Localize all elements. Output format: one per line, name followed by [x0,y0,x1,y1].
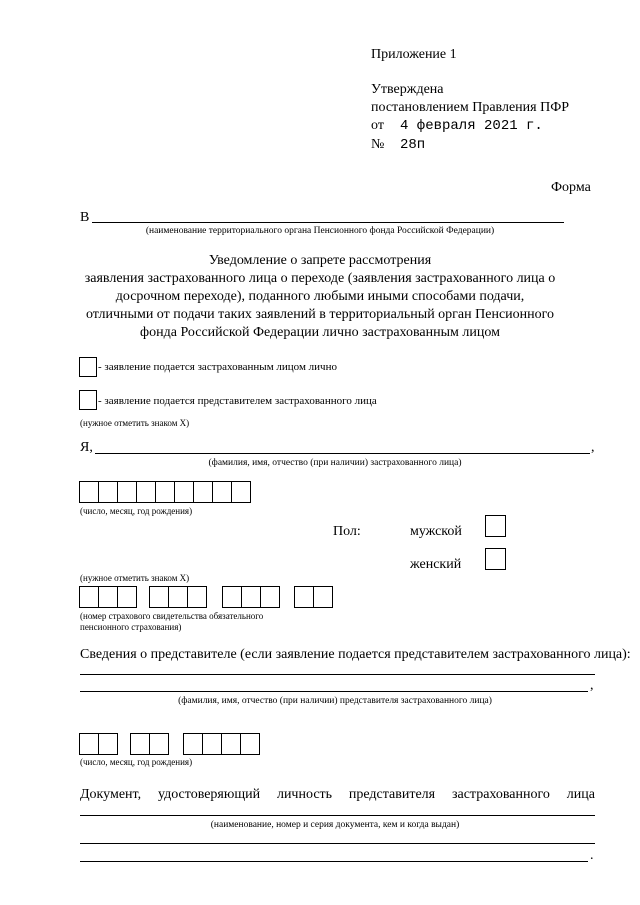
i-label: Я, [80,440,93,455]
rep-line-2[interactable] [80,691,588,692]
rep-dob-year[interactable] [183,733,259,755]
snils-cells-2[interactable] [149,586,206,608]
form-label: Форма [551,180,591,195]
representative-option-label: - заявление подается представителем застрахованного лица [98,395,377,407]
rep-line-1[interactable] [80,674,595,675]
doc-word: личность [276,787,333,802]
date-value: 4 февраля 2021 г. [400,118,543,134]
approved-label: Утверждена [371,82,444,97]
representative-checkbox[interactable] [79,390,97,410]
document-label [80,787,595,803]
dob-cells[interactable] [79,481,250,503]
snils-cells-3[interactable] [222,586,279,608]
rep-name-caption: (фамилия, имя, отчество (при наличии) представителя застрахованного лица) [178,696,492,706]
doc-word: представителя [348,787,436,802]
doc-word: застрахованного [451,787,550,802]
snils-cells-1[interactable] [79,586,136,608]
to-caption: (наименование территориального органа Пенсионного фонда Российской Федерации) [145,226,495,236]
name-line[interactable] [95,453,590,454]
personal-checkbox[interactable] [79,357,97,377]
resolution-label: постановлением Правления ПФР [371,100,570,115]
snils-caption-line: пенсионного страхования) [80,622,182,632]
doc-word: Документ, [80,787,142,802]
female-label: женский [410,557,462,572]
representative-heading: Сведения о представителе (если заявление подается представителем застрахованного лица): [80,647,631,662]
title-line: Уведомление о запрете рассмотрения [208,253,432,268]
title-line: отличными от подачи таких заявлений в территориальный орган Пенсионного [85,307,555,322]
snils-caption [80,611,263,633]
end-dot: . [590,848,594,863]
options-hint: (нужное отметить знаком X) [80,418,190,428]
number-value: 28п [400,137,426,153]
rep-dob-day[interactable] [79,733,117,755]
to-prefix: В [80,210,90,225]
appendix-label: Приложение 1 [371,47,457,62]
snils-caption-line: (номер страхового свидетельства обязательного [80,611,264,621]
doc-line-3[interactable] [80,861,588,862]
name-comma: , [591,440,595,455]
dob-caption: (число, месяц, год рождения) [80,506,193,516]
name-caption: (фамилия, имя, отчество (при наличии) застрахованного лица) [208,458,462,468]
title-line: досрочном переходе), поданного любыми иными способами подачи, [115,289,525,304]
date-prefix: от [371,118,384,133]
personal-option-label: - заявление подается застрахованным лицом лично [98,361,337,373]
title-line: фонда Российской Федерации лично застрахованным лицом [140,325,500,340]
gender-hint: (нужное отметить знаком X) [80,573,190,583]
doc-word: удостоверяющий [157,787,261,802]
rep-dob-caption: (число, месяц, год рождения) [80,757,193,767]
snils-cells-4[interactable] [294,586,332,608]
rep-dob-month[interactable] [130,733,168,755]
doc-line-2[interactable] [80,843,595,844]
to-line[interactable] [92,222,564,223]
title-line: заявления застрахованного лица о переходе (заявления застрахованного лица о [84,271,556,286]
female-checkbox[interactable] [485,548,506,570]
rep-comma: , [590,678,594,693]
doc-line-1[interactable] [80,815,595,816]
number-prefix: № [371,137,385,152]
male-label: мужской [410,524,462,539]
male-checkbox[interactable] [485,515,506,537]
gender-label: Пол: [333,524,361,539]
doc-word: лица [566,787,595,802]
document-title [40,252,600,342]
doc-caption: (наименование, номер и серия документа, кем и когда выдан) [210,820,460,830]
